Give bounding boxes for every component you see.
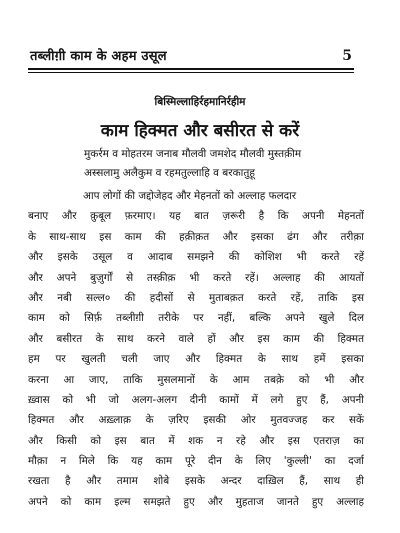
page-header <box>30 42 352 64</box>
chapter-title: काम हिक्मत और बसीरत से करें <box>100 121 300 141</box>
body-text <box>28 186 364 512</box>
body-line: और नबी सल्ल० की हदीसों से मुताबक़त करते रहें, ताकि इस <box>28 291 364 304</box>
addressee-line: मुकर्रम व मोहतरम जनाब मौलवी जमशेद मौलवी मुस्तक़ीम <box>84 148 302 160</box>
body-line: और इसके उसूल व आदाब समझने की कोशिश भी करते रहें <box>28 251 364 264</box>
body-line: हिक्मत और अख़्लाक़ के ज़रिए इसकी ओर मुतवज्जह कर सकें <box>28 414 364 427</box>
body-line: और बसीरत के साथ करने वाले हों और इस काम की हिक्मत <box>28 332 364 345</box>
body-line: काम को सिर्फ़ तब्लीग़ी तरीके पर नहीं, बल्कि अपने खुले दिल <box>28 312 364 325</box>
page-number: 5 <box>342 48 352 64</box>
body-line: करना आ जाए, ताकि मुसलमानों के आम तबक़े को भी और <box>28 373 364 386</box>
body-line: के साथ-साथ इस काम की हक़ीक़त और इसका ढंग और तरीक़ा <box>28 230 364 243</box>
header-rule-thick <box>28 68 354 70</box>
body-line: अपने को काम इल्म समझते हुए और मुहताज जानते हुए अल्लाह <box>28 495 364 508</box>
invocation: बिस्मिल्लाहिर्रहमानिर्रहीम <box>154 96 246 108</box>
body-line: रखता है और तमाम शोबे इसके अन्दर दाख़िल हैं, साथ ही <box>28 475 364 488</box>
body-line: आप लोगों की जद्दोजेहद और मेहनतों को अल्लाह फलदार <box>83 190 297 202</box>
body-line: और अपने बुज़ुर्गों से तस्क़ीक़ भी करते रहें। अल्लाह की आयतों <box>28 271 364 284</box>
body-line: बनाए और क़ुबूल फ़रमाए। यह बात ज़रूरी है कि अपनी मेहनतों <box>28 210 364 223</box>
running-title: तब्लीग़ी काम के अहम उसूल <box>30 49 167 64</box>
body-line: और किसी को इस बात में शक न रहे और इस एतराज़ का <box>28 434 364 447</box>
greeting-line: अस्सलामु अलैकुम व रहमतुल्लाहि व बरकातुहू <box>84 167 255 179</box>
body-line: ख़्वास को भी जो अलग-अलग दीनी कामों में लगे हुए हैं, अपनी <box>28 393 364 406</box>
header-rule-thin <box>28 72 354 73</box>
body-line: मौक़ा न मिले कि यह काम पूरे दीन के लिए 'कुल्ली' का दर्जा <box>28 455 364 468</box>
body-line: हम पर खुलती चली जाए और हिक्मत के साथ हमें इसका <box>28 353 364 366</box>
